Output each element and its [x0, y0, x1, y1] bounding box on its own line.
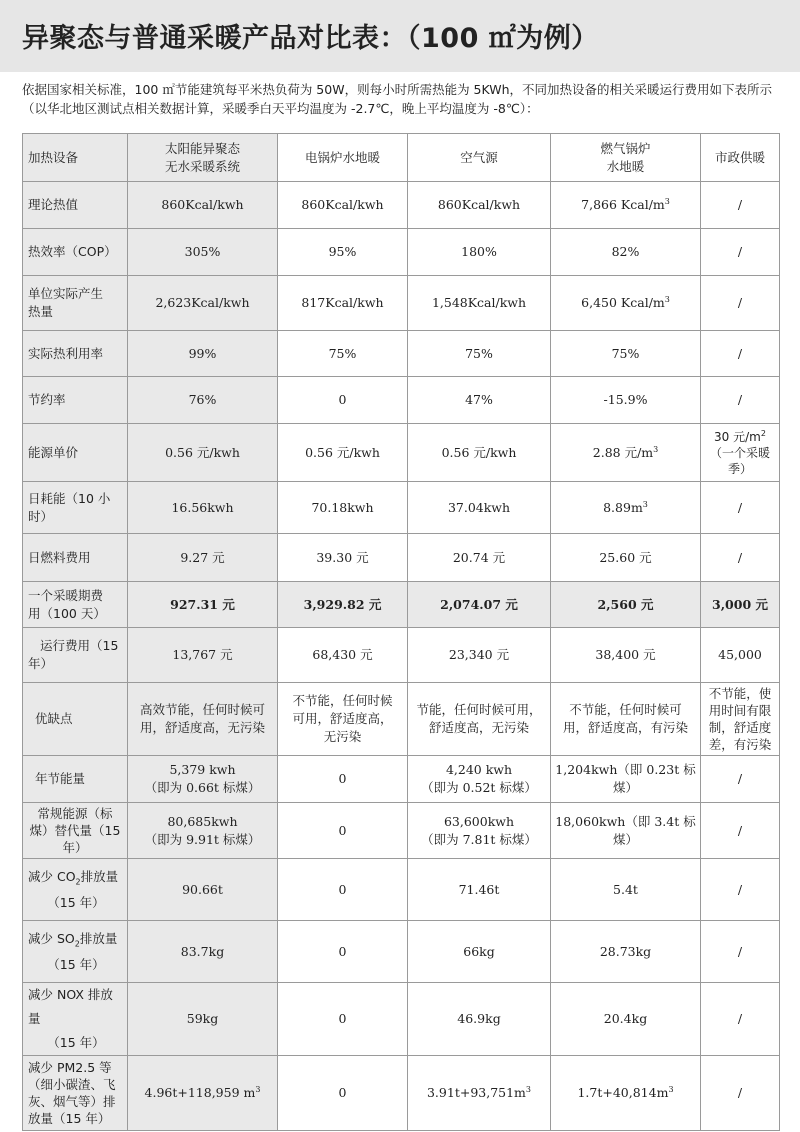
cell-municipal: / — [701, 482, 780, 534]
header-municipal: 市政供暖 — [701, 134, 780, 182]
row-label: 减少 NOX 排放量 （15 年） — [23, 983, 128, 1056]
cell-air: 46.9kg — [408, 983, 551, 1056]
cell-solar: 83.7kg — [128, 921, 278, 983]
row-label: 常规能源（标 煤）替代量（15 年） — [23, 803, 128, 859]
cell-air: 75% — [408, 331, 551, 377]
cell-electric: 0 — [278, 803, 408, 859]
table-row — [23, 229, 780, 276]
page-title: 异聚态与普通采暖产品对比表：（100 ㎡为例） — [22, 23, 599, 54]
intro-line-1: 依据国家相关标准，100 ㎡节能建筑每平米热负荷为 50W，则每小时所需热能为 5KWh，不同加热设备的相关采暖运行费用如下表所示 — [22, 82, 773, 97]
cell-electric: 95% — [278, 229, 408, 276]
cell-municipal: / — [701, 331, 780, 377]
cell-electric: 817Kcal/kwh — [278, 276, 408, 331]
table-row — [23, 276, 780, 331]
table-row — [23, 803, 780, 859]
cell-electric: 0 — [278, 921, 408, 983]
cell-air: 1,548Kcal/kwh — [408, 276, 551, 331]
cell-gas: 38,400 元 — [551, 628, 701, 683]
cell-air: 180% — [408, 229, 551, 276]
header-label: 加热设备 — [23, 134, 128, 182]
cell-solar: 80,685kwh （即为 9.91t 标煤） — [128, 803, 278, 859]
cell-solar: 860Kcal/kwh — [128, 182, 278, 229]
cell-air: 4,240 kwh （即为 0.52t 标煤） — [408, 756, 551, 803]
cell-solar: 90.66t — [128, 859, 278, 921]
cell-air: 20.74 元 — [408, 534, 551, 582]
cell-municipal: / — [701, 1056, 780, 1131]
cell-electric: 3,929.82 元 — [278, 582, 408, 628]
cell-solar: 5,379 kwh （即为 0.66t 标煤） — [128, 756, 278, 803]
cell-air: $3.91t+93,751m^3$ — [408, 1056, 551, 1131]
cell-solar: 高效节能，任何时候可 用，舒适度高，无污染 — [128, 683, 278, 756]
cell-municipal: / — [701, 229, 780, 276]
comparison-table — [22, 133, 780, 1131]
cell-air: 66kg — [408, 921, 551, 983]
table-row — [23, 331, 780, 377]
table-row — [23, 424, 780, 482]
cell-electric: 75% — [278, 331, 408, 377]
cell-gas: 2,560 元 — [551, 582, 701, 628]
header-solar: 太阳能异聚态 无水采暖系统 — [128, 134, 278, 182]
row-label: 热效率（COP） — [23, 229, 128, 276]
row-label: 单位实际产生 热量 — [23, 276, 128, 331]
cell-gas: 20.4kg — [551, 983, 701, 1056]
cell-air: 71.46t — [408, 859, 551, 921]
header-air-source: 空气源 — [408, 134, 551, 182]
cell-municipal: / — [701, 983, 780, 1056]
cell-electric: 0 — [278, 859, 408, 921]
header-gas-boiler: 燃气锅炉 水地暖 — [551, 134, 701, 182]
cell-solar: 76% — [128, 377, 278, 424]
cell-gas: 28.73kg — [551, 921, 701, 983]
cell-air: 节能，任何时候可用， 舒适度高，无污染 — [408, 683, 551, 756]
cell-municipal: / — [701, 377, 780, 424]
cell-municipal: / — [701, 859, 780, 921]
table-header-row — [23, 134, 780, 182]
cell-solar: 9.27 元 — [128, 534, 278, 582]
table-row — [23, 482, 780, 534]
cell-municipal: / — [701, 276, 780, 331]
cell-municipal: 不节能，使 用时间有限 制，舒适度 差，有污染 — [701, 683, 780, 756]
intro-text — [0, 72, 800, 118]
intro-line-2: （以华北地区测试点相关数据计算，采暖季白天平均温度为 -2.7℃，晚上平均温度为 -8℃）： — [22, 101, 539, 116]
cell-municipal: 30 元$/m^2$ （一个采暖 季） — [701, 424, 780, 482]
cell-gas: 5.4t — [551, 859, 701, 921]
row-label: 优缺点 — [23, 683, 128, 756]
cell-municipal: / — [701, 803, 780, 859]
title-bar — [0, 0, 800, 72]
row-label: 年节能量 — [23, 756, 128, 803]
cell-gas: 7,866 Kcal/$m^3$ — [551, 182, 701, 229]
cell-municipal: 3,000 元 — [701, 582, 780, 628]
table-row — [23, 921, 780, 983]
row-label: 实际热利用率 — [23, 331, 128, 377]
table-row — [23, 1056, 780, 1131]
cell-gas: 2.88 元$/m^3$ — [551, 424, 701, 482]
cell-municipal: / — [701, 182, 780, 229]
cell-solar: 927.31 元 — [128, 582, 278, 628]
cell-electric: 0 — [278, 1056, 408, 1131]
header-electric-boiler: 电锅炉水地暖 — [278, 134, 408, 182]
cell-gas: 25.60 元 — [551, 534, 701, 582]
cell-electric: 860Kcal/kwh — [278, 182, 408, 229]
cell-gas: 82% — [551, 229, 701, 276]
cell-air: 63,600kwh （即为 7.81t 标煤） — [408, 803, 551, 859]
cell-gas: 不节能，任何时候可 用，舒适度高，有污染 — [551, 683, 701, 756]
cell-solar: 305% — [128, 229, 278, 276]
cell-gas: 6,450 Kcal/$m^3$ — [551, 276, 701, 331]
cell-electric: 39.30 元 — [278, 534, 408, 582]
cell-gas: $1.7t+40,814m^3$ — [551, 1056, 701, 1131]
table-row — [23, 534, 780, 582]
cell-municipal: / — [701, 921, 780, 983]
cell-electric: 0 — [278, 983, 408, 1056]
table-row — [23, 983, 780, 1056]
cell-municipal: / — [701, 756, 780, 803]
cell-solar: 2,623Kcal/kwh — [128, 276, 278, 331]
cell-solar: 99% — [128, 331, 278, 377]
row-label: 减少 PM2.5 等 （细小碳渣、飞 灰、烟气等）排 放量（15 年） — [23, 1056, 128, 1131]
row-label: 能源单价 — [23, 424, 128, 482]
cell-solar: 16.56kwh — [128, 482, 278, 534]
table-row — [23, 628, 780, 683]
cell-municipal: 45,000 — [701, 628, 780, 683]
cell-gas: 18,060kwh（即 3.4t 标 煤） — [551, 803, 701, 859]
row-label: 理论热值 — [23, 182, 128, 229]
cell-air: 37.04kwh — [408, 482, 551, 534]
row-label: 减少 $SO_2$排放量 （15 年） — [23, 921, 128, 983]
table-row — [23, 377, 780, 424]
row-label: 节约率 — [23, 377, 128, 424]
row-label: 运行费用（15 年） — [23, 628, 128, 683]
cell-air: 0.56 元/kwh — [408, 424, 551, 482]
cell-air: 47% — [408, 377, 551, 424]
table-row — [23, 182, 780, 229]
cell-electric: 70.18kwh — [278, 482, 408, 534]
cell-air: 860Kcal/kwh — [408, 182, 551, 229]
cell-solar: 59kg — [128, 983, 278, 1056]
cell-solar: 4.96t+118,959 $m^3$ — [128, 1056, 278, 1131]
table-row — [23, 859, 780, 921]
cell-gas: 1,204kwh（即 0.23t 标 煤） — [551, 756, 701, 803]
cell-electric: 68,430 元 — [278, 628, 408, 683]
row-label: 日耗能（10 小 时） — [23, 482, 128, 534]
cell-gas: 75% — [551, 331, 701, 377]
row-label: 一个采暖期费 用（100 天） — [23, 582, 128, 628]
table-row — [23, 683, 780, 756]
row-label: 日燃料费用 — [23, 534, 128, 582]
cell-gas: $8.89m^3$ — [551, 482, 701, 534]
cell-gas: -15.9% — [551, 377, 701, 424]
cell-air: 23,340 元 — [408, 628, 551, 683]
table-row — [23, 756, 780, 803]
cell-municipal: / — [701, 534, 780, 582]
cell-electric: 0 — [278, 377, 408, 424]
cell-electric: 不节能，任何时候 可用，舒适度高， 无污染 — [278, 683, 408, 756]
table-row — [23, 582, 780, 628]
cell-solar: 0.56 元/kwh — [128, 424, 278, 482]
cell-electric: 0 — [278, 756, 408, 803]
cell-solar: 13,767 元 — [128, 628, 278, 683]
cell-electric: 0.56 元/kwh — [278, 424, 408, 482]
cell-air: 2,074.07 元 — [408, 582, 551, 628]
row-label: 减少 $CO_2$排放量 （15 年） — [23, 859, 128, 921]
